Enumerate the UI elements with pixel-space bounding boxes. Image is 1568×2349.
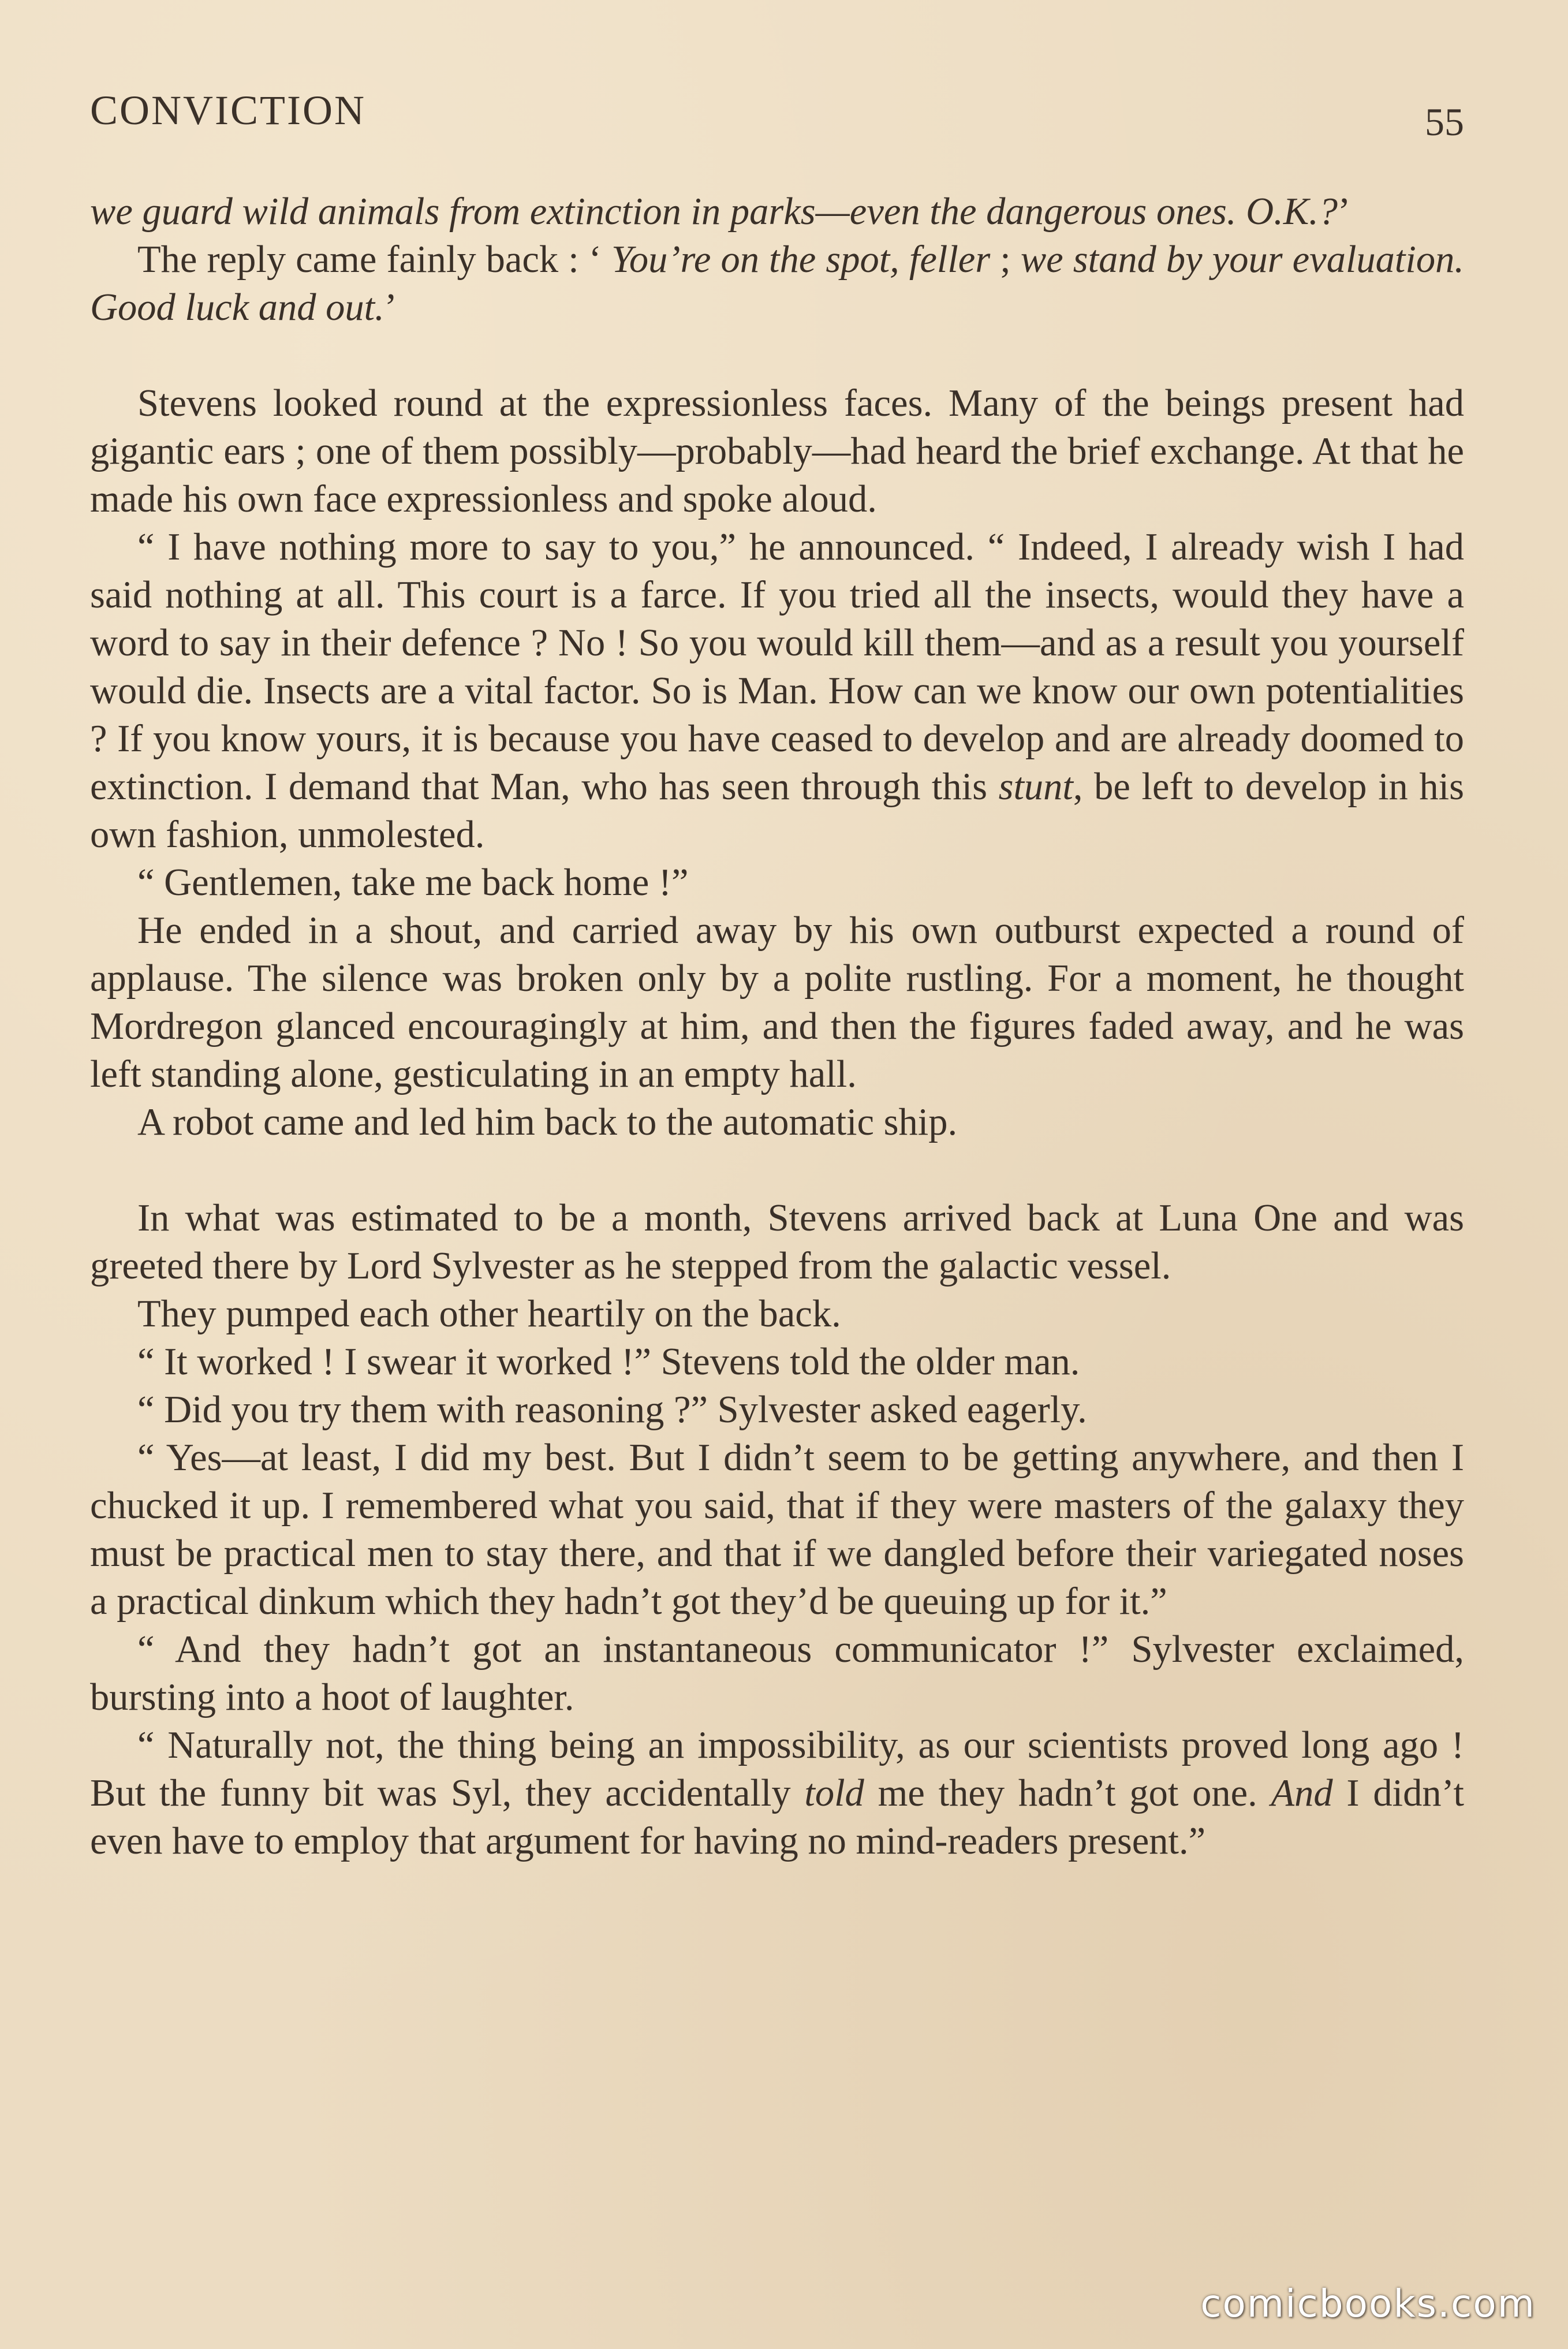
book-page <box>90 87 1464 2281</box>
text-segment: They pumped each other heartily on the back. <box>137 1293 841 1335</box>
paragraph <box>90 379 1464 523</box>
text-segment: “ Gentlemen, take me back home !” <box>137 862 689 904</box>
text-segment: ’ <box>384 286 397 329</box>
text-segment: I didn’t even have to employ that argument for having no mind-readers present.” <box>90 1772 1464 1862</box>
body-text <box>90 188 1464 1865</box>
italic-text: we stand by your evaluation. Good luck and out. <box>90 238 1465 329</box>
paragraph <box>90 188 1464 236</box>
paragraph <box>90 236 1464 331</box>
text-segment: ; <box>990 238 1021 281</box>
paragraph <box>90 859 1464 907</box>
text-segment: ’ <box>1338 191 1351 233</box>
paragraph <box>90 1434 1464 1625</box>
text-segment: Stevens looked round at the expressionless faces. Many of the beings present had gigantic ears ; one of them possibly—probably—had heard the brief exchange. At that he made his own face expressionless and spoke aloud. <box>90 382 1464 520</box>
text-segment: “ I have nothing more to say to you,” he announced. “ Indeed, I already wish I had said nothing at all. This court is a farce. If you tried all the insects, would they have a word to say in their defence ? No ! So you would kill them—and as a result you yourself would die. Insects are a vital factor. So is Man. How can we know our own potentialities ? If you know yours, it is because you have ceased to develop and are already doomed to extinction. I demand that Man, who has seen through this <box>90 526 1464 808</box>
italic-text: we guard wild animals from extinction in parks—even the dangerous ones. O.K.? <box>90 191 1338 233</box>
paragraph <box>90 1098 1464 1146</box>
text-segment: “ And they hadn’t got an instantaneous communicator !” Sylvester exclaimed, bursting into a hoot of laughter. <box>90 1628 1464 1718</box>
italic-text: told <box>804 1772 864 1814</box>
paragraph <box>90 907 1464 1098</box>
text-segment: , be left to develop in his own fashion, unmolested. <box>90 766 1464 856</box>
text-segment: “ Did you try them with reasoning ?” Sylvester asked eagerly. <box>137 1389 1087 1431</box>
paragraph <box>90 1290 1464 1338</box>
page-number: 55 <box>1425 100 1464 144</box>
italic-text: You’re on the spot, feller <box>611 238 991 281</box>
text-segment: The reply came fainly back : ‘ <box>137 238 611 281</box>
text-segment: A robot came and led him back to the automatic ship. <box>137 1101 958 1143</box>
paragraph <box>90 1721 1464 1865</box>
paragraph <box>90 1386 1464 1434</box>
watermark: comicbooks.com <box>1200 2281 1536 2326</box>
running-title: CONVICTION <box>90 87 366 133</box>
italic-text: stunt <box>998 766 1073 808</box>
text-segment: “ It worked ! I swear it worked !” Stevens told the older man. <box>137 1341 1080 1383</box>
text-segment: “ Naturally not, the thing being an impossibility, as our scientists proved long ago ! But the funny bit was Syl, they accidentally <box>90 1724 1464 1814</box>
paragraph <box>90 1625 1464 1721</box>
paragraph <box>90 1194 1464 1290</box>
text-segment: He ended in a shout, and carried away by his own outburst expected a round of applause. The silence was broken only by a polite rustling. For a moment, he thought Mordregon glanced encouragingly at him, and then the figures faded away, and he was left standing alone, gesticulating in an empty hall. <box>90 909 1464 1095</box>
text-segment: me they hadn’t got one. <box>864 1772 1271 1814</box>
paragraph <box>90 1338 1464 1386</box>
text-segment: “ Yes—at least, I did my best. But I didn’t seem to be getting anywhere, and then I chucked it up. I remembered what you said, that if they were masters of the galaxy they must be practical men to stay there, and that if we dangled before their variegated noses a practical dinkum which they hadn’t got they’d be queuing up for it.” <box>90 1437 1464 1623</box>
running-head <box>90 87 1464 156</box>
text-segment: In what was estimated to be a month, Stevens arrived back at Luna One and was greeted there by Lord Sylvester as he stepped from the galactic vessel. <box>90 1197 1464 1287</box>
paragraph <box>90 523 1464 859</box>
italic-text: And <box>1271 1772 1333 1814</box>
